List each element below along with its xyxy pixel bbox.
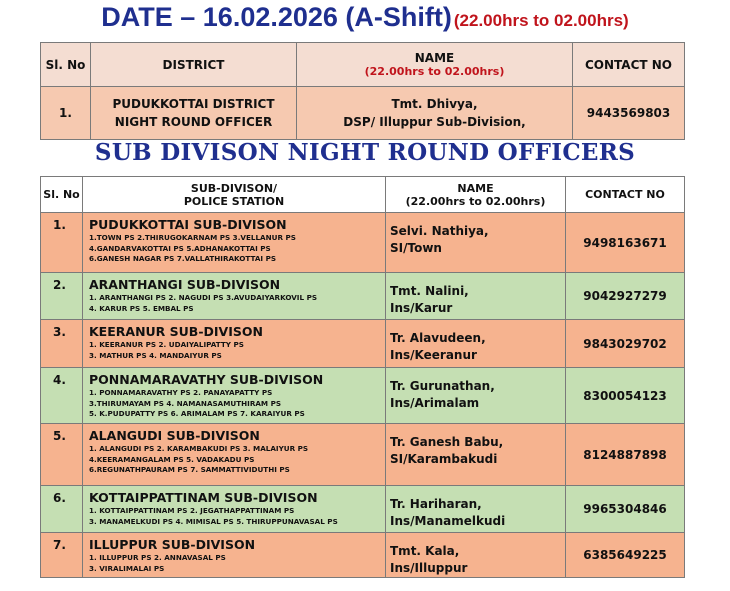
police-station-line: 1. ILLUPPUR PS 2. ANNAVASAL PS: [89, 553, 226, 562]
contact-number: 9042927279: [566, 273, 685, 320]
police-station-line: 3.THIRUMAYAM PS 4. NAMANASAMUTHIRAM PS: [89, 398, 282, 408]
row-sl: 2.: [41, 273, 83, 320]
district-officer-designation: DSP/ Illuppur Sub-Division,: [343, 115, 526, 129]
police-station-list: [89, 293, 385, 314]
district-officer-cell: [297, 87, 573, 140]
division-name: KEERANUR SUB-DIVISON: [89, 324, 263, 339]
police-station-line: 1. ALANGUDI PS 2. KARAMBAKUDI PS 3. MALAIYUR PS: [89, 444, 309, 453]
officer-cell: [386, 320, 566, 368]
officer-designation: Ins/Keeranur: [390, 348, 477, 362]
subdivision-row: [41, 533, 685, 578]
header-name: [386, 177, 566, 213]
subdivision-header-row: [41, 177, 685, 213]
subdivision-officer-table: [40, 176, 685, 578]
subdivision-row: [41, 486, 685, 533]
header-name-hours: (22.00hrs to 02.00hrs): [364, 65, 505, 78]
police-station-list: [89, 444, 385, 476]
header-contact: CONTACT NO: [573, 43, 685, 87]
district-officer-name: Tmt. Dhivya,: [391, 97, 478, 111]
header-division-line1: SUB-DIVISON/: [190, 181, 278, 195]
district-cell: [91, 87, 297, 140]
subdivision-row: [41, 320, 685, 368]
officer-designation: Ins/Manamelkudi: [390, 514, 506, 528]
division-name: ILLUPPUR SUB-DIVISON: [89, 537, 256, 552]
district-sl: 1.: [41, 87, 91, 140]
header-name: [297, 43, 573, 87]
officer-designation: SI/Karambakudi: [390, 452, 498, 466]
police-station-line: 4.GANDARVAKOTTAI PS 5.ADHANAKOTTAI PS: [89, 243, 271, 253]
row-sl: 6.: [41, 486, 83, 533]
police-station-line: 1. PONNAMARAVATHY PS 2. PANAYAPATTY PS: [89, 388, 273, 397]
row-sl: 4.: [41, 368, 83, 424]
officer-cell: [386, 486, 566, 533]
police-station-list: [89, 233, 385, 265]
officer-designation: Ins/Karur: [390, 301, 453, 315]
division-cell: [83, 486, 386, 533]
officer-cell: [386, 533, 566, 578]
officer-name: Tmt. Nalini,: [390, 284, 469, 298]
police-station-list: [89, 553, 385, 574]
police-station-line: 4.KEERAMANGALAM PS 5. VADAKADU PS: [89, 454, 255, 464]
officer-designation: SI/Town: [390, 241, 442, 255]
title-date-shift: DATE – 16.02.2026 (A-Shift): [101, 2, 452, 32]
police-station-line: 6.GANESH NAGAR PS 7.VALLATHIRAKOTTAI PS: [89, 254, 277, 263]
officer-cell: [386, 368, 566, 424]
subdivision-row: [41, 213, 685, 273]
row-sl: 7.: [41, 533, 83, 578]
contact-number: 9498163671: [566, 213, 685, 273]
contact-number: 8300054123: [566, 368, 685, 424]
header-contact: CONTACT NO: [566, 177, 685, 213]
officer-designation: Ins/Arimalam: [390, 396, 480, 410]
division-name: PUDUKKOTTAI SUB-DIVISON: [89, 217, 287, 232]
police-station-line: 3. MANAMELKUDI PS 4. MIMISAL PS 5. THIRUPPUNAVASAL PS: [89, 516, 338, 526]
subdivision-row: [41, 368, 685, 424]
district-row: [41, 87, 685, 140]
contact-number: 9965304846: [566, 486, 685, 533]
officer-name: Tmt. Kala,: [390, 544, 460, 558]
division-cell: [83, 533, 386, 578]
officer-name: Tr. Hariharan,: [390, 497, 482, 511]
district-header-row: [41, 43, 685, 87]
officer-cell: [386, 273, 566, 320]
row-sl: 1.: [41, 213, 83, 273]
division-name: PONNAMARAVATHY SUB-DIVISON: [89, 372, 324, 387]
police-station-line: 1. KOTTAIPPATTINAM PS 2. JEGATHAPPATTINAM PS: [89, 506, 295, 515]
officer-cell: [386, 213, 566, 273]
officer-name: Tr. Ganesh Babu,: [390, 435, 504, 449]
officer-name: Selvi. Nathiya,: [390, 224, 489, 238]
division-name: KOTTAIPPATTINAM SUB-DIVISON: [89, 490, 318, 505]
officer-designation: Ins/Illuppur: [390, 561, 468, 575]
title-hours: (22.00hrs to 02.00hrs): [453, 11, 629, 30]
police-station-line: 1.TOWN PS 2.THIRUGOKARNAM PS 3.VELLANUR PS: [89, 233, 296, 242]
police-station-line: 4. KARUR PS 5. EMBAL PS: [89, 303, 194, 313]
police-station-line: 5. K.PUDUPATTY PS 6. ARIMALAM PS 7. KARAIYUR PS: [89, 409, 305, 418]
police-station-list: [89, 506, 385, 527]
officer-cell: [386, 424, 566, 486]
header-division: [83, 177, 386, 213]
row-sl: 3.: [41, 320, 83, 368]
district-contact: 9443569803: [573, 87, 685, 140]
header-name-hours: (22.00hrs to 02.00hrs): [405, 194, 546, 208]
subdivision-heading: SUB DIVISON NIGHT ROUND OFFICERS: [94, 139, 636, 166]
officer-name: Tr. Gurunathan,: [390, 379, 495, 393]
police-station-line: 1. ARANTHANGI PS 2. NAGUDI PS 3.AVUDAIYARKOVIL PS: [89, 293, 318, 302]
row-sl: 5.: [41, 424, 83, 486]
division-cell: [83, 368, 386, 424]
contact-number: 9843029702: [566, 320, 685, 368]
contact-number: 8124887898: [566, 424, 685, 486]
header-division-line2: POLICE STATION: [183, 194, 285, 208]
header-name-label: NAME: [457, 181, 494, 195]
page-title: [0, 2, 730, 33]
header-name-label: NAME: [414, 51, 455, 65]
division-name: ARANTHANGI SUB-DIVISON: [89, 277, 281, 292]
division-cell: [83, 213, 386, 273]
header-sl: Sl. No: [41, 177, 83, 213]
division-cell: [83, 273, 386, 320]
district-line2: NIGHT ROUND OFFICER: [114, 115, 273, 129]
officer-name: Tr. Alavudeen,: [390, 331, 486, 345]
header-sl: Sl. No: [41, 43, 91, 87]
district-line1: PUDUKKOTTAI DISTRICT: [112, 97, 275, 111]
police-station-list: [89, 340, 385, 361]
police-station-line: 1. KEERANUR PS 2. UDAIYALIPATTY PS: [89, 340, 244, 349]
division-cell: [83, 424, 386, 486]
police-station-line: 6.REGUNATHPAURAM PS 7. SAMMATTIVIDUTHI PS: [89, 465, 290, 474]
police-station-list: [89, 388, 385, 420]
subdivision-row: [41, 424, 685, 486]
contact-number: 6385649225: [566, 533, 685, 578]
district-officer-table: [40, 42, 685, 140]
header-district: DISTRICT: [91, 43, 297, 87]
subdivision-row: [41, 273, 685, 320]
police-station-line: 3. VIRALIMALAI PS: [89, 563, 165, 573]
division-cell: [83, 320, 386, 368]
police-station-line: 3. MATHUR PS 4. MANDAIYUR PS: [89, 350, 222, 360]
division-name: ALANGUDI SUB-DIVISON: [89, 428, 260, 443]
